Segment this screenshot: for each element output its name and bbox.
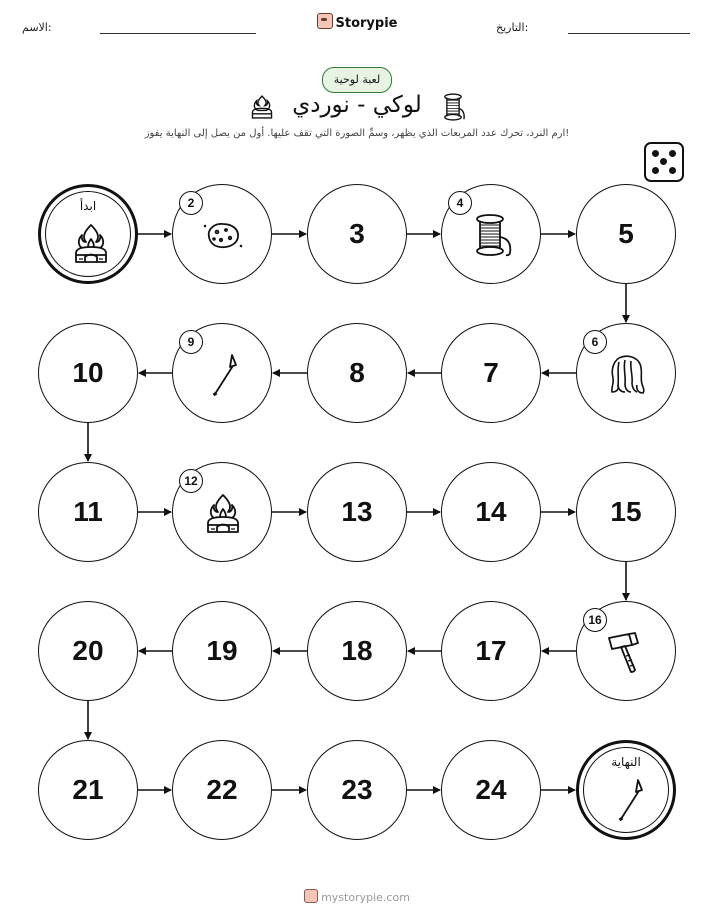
storypie-logo-icon [304,889,318,903]
square-number: 20 [72,635,104,666]
board-square-9 [172,323,272,423]
footer-site: mystorypie.com [321,891,410,904]
hair-icon [605,352,649,396]
square-number: 22 [206,774,238,805]
board-square-14 [441,462,541,562]
square-number-badge: 16 [583,608,607,632]
square-number: 18 [341,635,373,666]
board-square-24 [441,740,541,840]
hammer-icon [605,630,649,674]
date-label: التاريخ: [496,21,529,34]
board-square-16 [576,601,676,701]
board-square-12 [172,462,272,562]
finish-square [576,740,676,840]
square-number: 11 [73,496,103,527]
board-square-4 [441,184,541,284]
board-square-22 [172,740,272,840]
fire-pit-icon [69,221,113,265]
brand-name: Storypie [335,16,398,31]
board-square-8 [307,323,407,423]
square-number-badge: 4 [448,191,472,215]
start-label: ابدأ [79,199,97,213]
board-square-21 [38,740,138,840]
board-square-20 [38,601,138,701]
square-number: 3 [349,218,365,249]
board-square-15 [576,462,676,562]
square-number: 8 [349,357,365,388]
square-number: 15 [610,496,642,527]
board-square-6 [576,323,676,423]
board-square-18 [307,601,407,701]
square-number-badge: 9 [179,330,203,354]
square-number: 14 [475,496,507,527]
board-game-badge: لعبة لوحية [322,67,392,93]
board-square-7 [441,323,541,423]
square-number: 17 [475,635,507,666]
page-title: لوكي - نوردي [292,92,422,118]
rock-icon [201,213,245,257]
board-square-11 [38,462,138,562]
spear-icon [607,777,651,821]
square-number: 10 [72,357,104,388]
thread-spool-icon [470,213,514,257]
square-number-badge: 6 [583,330,607,354]
board-square-5 [576,184,676,284]
board-square-23 [307,740,407,840]
square-number-badge: 12 [179,469,203,493]
name-label: الاسم: [22,21,52,34]
square-number: 21 [72,774,104,805]
board-square-10 [38,323,138,423]
board-square-3 [307,184,407,284]
instructions: ارم النرد، تحرك عدد المربعات الذي يظهر، وسمِّ الصورة التي تقف عليها. أول من يصل إلى النهاية يفوز! [144,128,570,139]
board-square-2 [172,184,272,284]
start-square [38,184,138,284]
board-square-13 [307,462,407,562]
square-number: 24 [475,774,507,805]
fire-pit-icon [201,491,245,535]
square-number: 19 [206,635,238,666]
square-number: 23 [341,774,373,805]
spear-icon [201,352,245,396]
square-number: 7 [483,357,499,388]
square-number: 13 [341,496,373,527]
square-number-badge: 2 [179,191,203,215]
board-square-17 [441,601,541,701]
board-square-19 [172,601,272,701]
square-number: 5 [618,218,634,249]
finish-label: النهاية [611,755,641,769]
footer [0,889,714,904]
